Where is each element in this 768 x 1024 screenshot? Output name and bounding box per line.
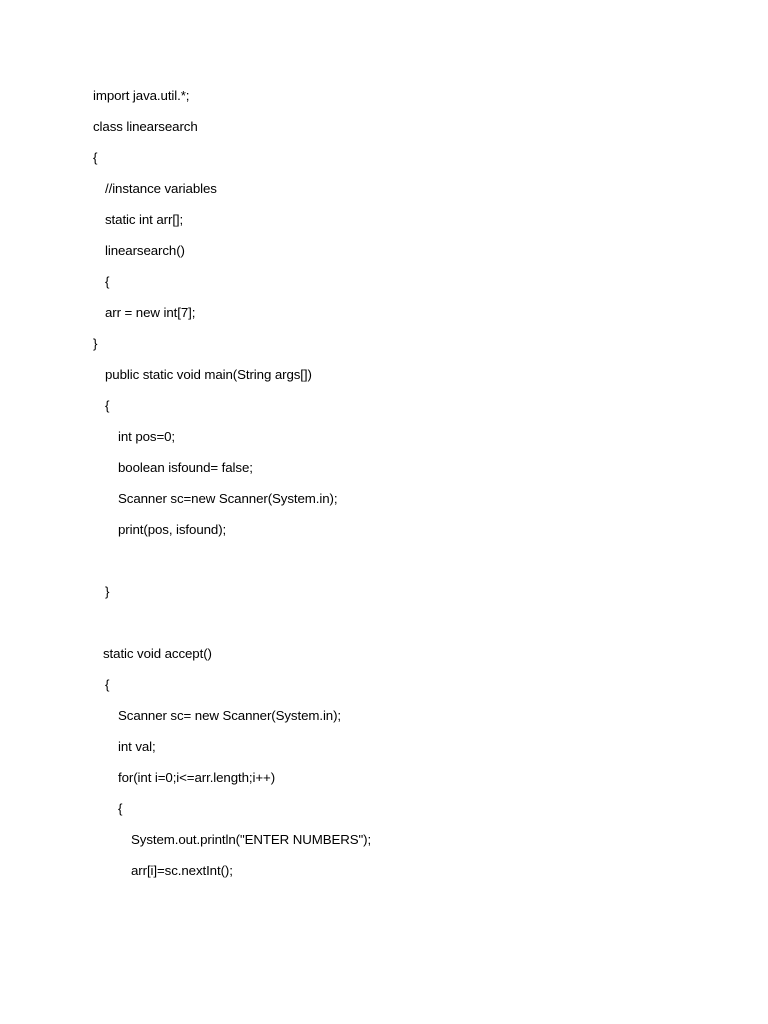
code-line: arr = new int[7]; [105,305,196,320]
code-line: for(int i=0;i<=arr.length;i++) [118,770,276,785]
code-line: import java.util.*; [93,88,190,103]
code-line: { [105,398,110,413]
code-line: int pos=0; [118,429,176,444]
blank-line [93,552,371,583]
code-line: //instance variables [105,181,217,196]
code-line: static void accept() [103,646,212,661]
code-line: boolean isfound= false; [118,460,253,475]
code-line: System.out.println("ENTER NUMBERS"); [131,832,372,847]
code-line: { [105,274,110,289]
code-line: int val; [118,739,156,754]
blank-line [93,614,371,645]
code-line: linearsearch() [105,243,185,258]
code-line: arr[i]=sc.nextInt(); [131,863,233,878]
code-line: print(pos, isfound); [118,522,227,537]
code-line: static int arr[]; [105,212,184,227]
code-line: public static void main(String args[]) [105,367,312,382]
code-line: } [93,336,98,351]
code-line: class linearsearch [93,119,198,134]
code-line: { [105,677,110,692]
code-line: Scanner sc=new Scanner(System.in); [118,491,338,506]
code-listing [93,87,371,893]
code-line: { [93,150,98,165]
code-line: { [118,801,123,816]
code-line: } [105,584,110,599]
code-line: Scanner sc= new Scanner(System.in); [118,708,342,723]
